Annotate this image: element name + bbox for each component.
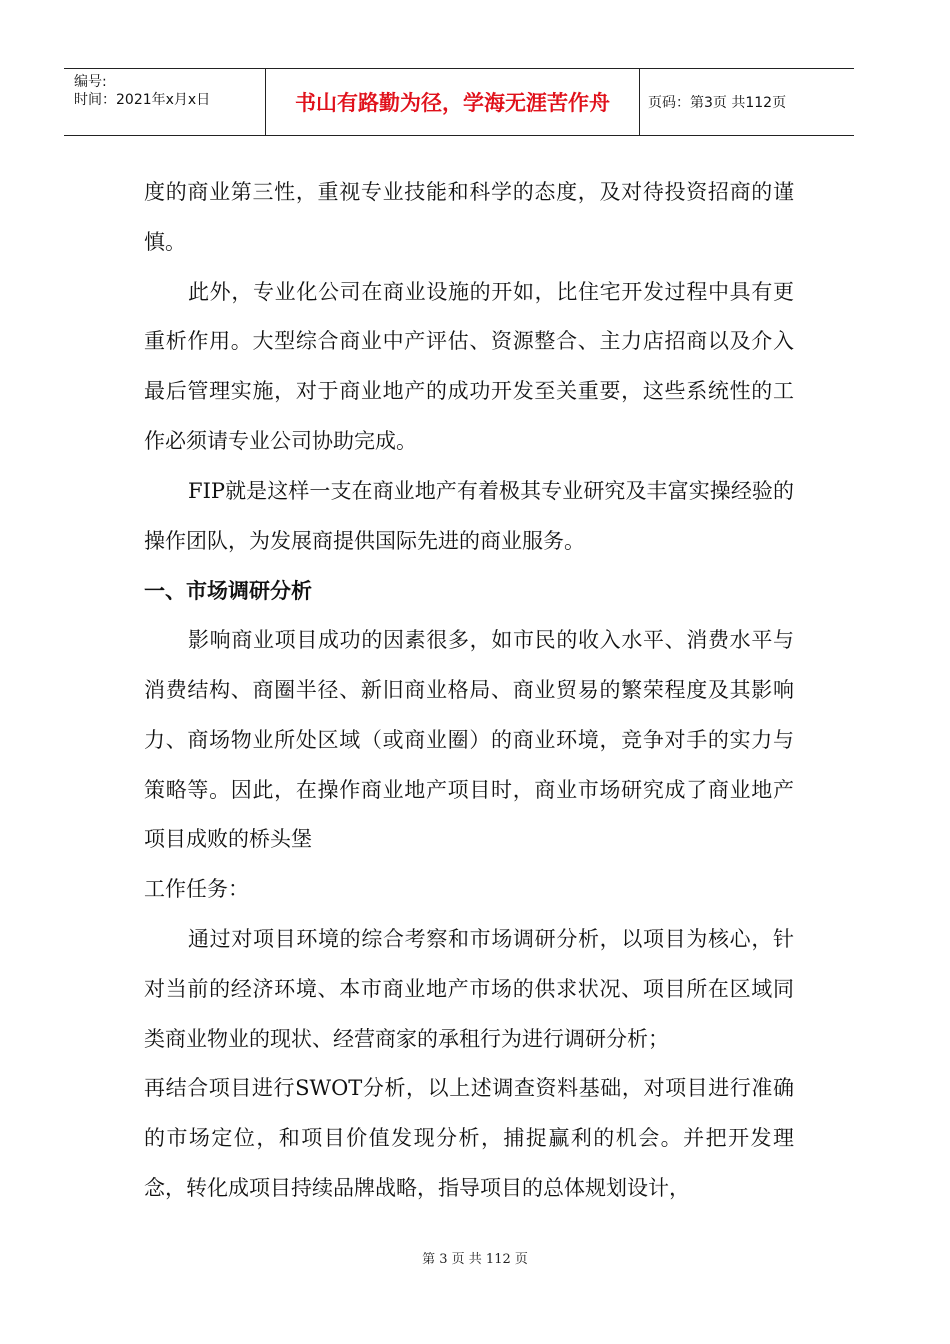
header-motto: 书山有路勤为径，学海无涯苦作舟	[266, 69, 640, 135]
header-page-number: 页码：第3页 共112页	[648, 95, 787, 111]
document-number-label: 编号:	[74, 74, 107, 90]
paragraph-swot-analysis: 再结合项目进行SWOT分析，以上述调查资料基础，对项目进行准确的市场定位，和项目价值发现分析，捕捉赢利的机会。并把开发理念，转化成项目持续品牌战略，指导项目的总体规划设计，	[144, 1076, 794, 1200]
paragraph-fip-team: FIP就是这样一支在商业地产有着极其专业研究及丰富实操经验的操作团队，为发展商提供国际先进的商业服务。	[144, 478, 794, 553]
paragraph-professional-company: 此外，专业化公司在商业设施的开如，比住宅开发过程中具有更重析作用。大型综合商业中产评估、资源整合、主力店招商以及介入最后管理实施，对于商业地产的成功开发至关重要，这些系统性的工作必须请专业公司协助完成。	[144, 279, 794, 453]
paragraph-continuation: 度的商业第三性，重视专业技能和科学的态度，及对待投资招商的谨慎。	[144, 180, 794, 254]
document-time-label: 时间：2021年x月x日	[74, 92, 211, 108]
section-heading-market-research: 一、市场调研分析	[144, 578, 312, 604]
document-body	[144, 168, 794, 1214]
paragraph-success-factors: 影响商业项目成功的因素很多，如市民的收入水平、消费水平与消费结构、商圈半径、新旧商业格局、商业贸易的繁荣程度及其影响力、商场物业所处区域（或商业圈）的商业环境，竞争对手的实力与策略等。因此，在操作商业地产项目时，商业市场研究成了商业地产项目成败的桥头堡	[144, 628, 794, 852]
page-footer: 第 3 页 共 112 页	[422, 1252, 528, 1267]
page-header	[64, 68, 854, 136]
header-meta	[64, 69, 266, 135]
paragraph-research-tasks: 通过对项目环境的综合考察和市场调研分析，以项目为核心，针对当前的经济环境、本市商业地产市场的供求状况、项目所在区域同类商业物业的现状、经营商家的承租行为进行调研分析；	[144, 926, 794, 1051]
work-tasks-label: 工作任务：	[144, 877, 249, 902]
